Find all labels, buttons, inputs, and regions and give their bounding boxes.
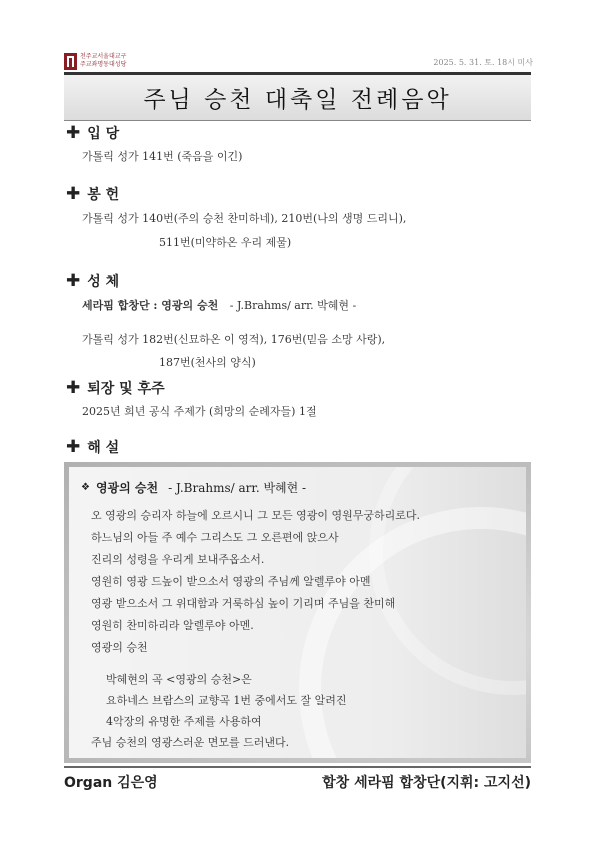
page-title: 주님 승천 대축일 전례음악 bbox=[143, 87, 452, 113]
lyric-line: 영광의 승천 bbox=[91, 641, 148, 654]
section-recessional-title: 퇴장 및 후주 bbox=[87, 381, 165, 397]
recessional-line-1: 2025년 희년 공식 주제가 (희망의 순례자들) 1절 bbox=[82, 405, 317, 418]
section-entrance-heading bbox=[66, 123, 119, 143]
organist-credit: Organ 김은영 bbox=[64, 775, 158, 791]
communion-line-2: 187번(천사의 양식) bbox=[159, 356, 256, 369]
note-line: 요하네스 브람스의 교향곡 1번 중에서도 잘 알려진 bbox=[106, 694, 347, 707]
commentary-piece-heading bbox=[81, 479, 306, 496]
note-line: 박혜현의 곡 <영광의 승천>은 bbox=[106, 673, 252, 686]
lyric-line: 영광 받으소서 그 위대함과 거룩하심 높이 기리며 주님을 찬미해 bbox=[91, 597, 396, 610]
section-communion-heading bbox=[66, 271, 119, 291]
mass-date: 2025. 5. 31. 토. 18시 미사 bbox=[433, 58, 533, 67]
logo-line-1: 천주교서울대교구 bbox=[80, 53, 127, 60]
lyric-line: 영원히 영광 드높이 받으소서 영광의 주님께 알렐루야 아멘 bbox=[91, 575, 371, 588]
title-banner bbox=[64, 72, 531, 121]
plus-icon: ✚ bbox=[66, 270, 81, 291]
plus-icon: ✚ bbox=[66, 183, 81, 204]
logo-text bbox=[80, 53, 126, 69]
footer-divider bbox=[64, 766, 531, 768]
section-commentary-heading bbox=[66, 437, 119, 457]
section-commentary-title: 해 설 bbox=[87, 440, 120, 456]
offertory-line-2: 511번(미약하온 우리 제물) bbox=[159, 236, 292, 249]
choir-piece-composer: - J.Brahms/ arr. 박혜현 - bbox=[229, 299, 357, 312]
plus-icon: ✚ bbox=[66, 122, 81, 143]
section-offertory-title: 봉 헌 bbox=[87, 187, 120, 203]
section-communion-title: 성 체 bbox=[87, 274, 120, 290]
cathedral-logo bbox=[64, 51, 144, 71]
section-offertory-heading bbox=[66, 184, 119, 204]
lyric-line: 오 영광의 승리자 하늘에 오르시니 그 모든 영광이 영원무궁하리로다. bbox=[91, 509, 420, 522]
note-line: 주님 승천의 영광스러운 면모를 드러낸다. bbox=[91, 736, 290, 749]
lyric-line: 영원히 찬미하리라 알렐루야 아멘. bbox=[91, 619, 254, 632]
lyric-line: 진리의 성령을 우리게 보내주옵소서. bbox=[91, 553, 265, 566]
note-line: 4악장의 유명한 주제를 사용하여 bbox=[106, 715, 262, 728]
cathedral-logo-icon bbox=[64, 53, 77, 70]
section-entrance-title: 입 당 bbox=[87, 126, 120, 142]
communion-line-1: 가톨릭 성가 182번(신묘하온 이 영적), 176번(믿음 소망 사랑), bbox=[82, 333, 386, 346]
lyric-line: 하느님의 아들 주 예수 그리스도 그 오른편에 앉으사 bbox=[91, 531, 339, 544]
logo-line-2: 주교좌명동대성당 bbox=[80, 61, 127, 68]
choir-credit: 합창 세라핌 합창단(지휘: 고지선) bbox=[322, 775, 531, 791]
diamond-bullet-icon: ❖ bbox=[81, 482, 90, 493]
commentary-panel bbox=[64, 462, 531, 763]
entrance-line-1: 가톨릭 성가 141번 (죽음을 이긴) bbox=[82, 150, 243, 163]
communion-choir-line bbox=[82, 297, 356, 313]
plus-icon: ✚ bbox=[66, 436, 81, 457]
section-recessional-heading bbox=[66, 378, 165, 398]
plus-icon: ✚ bbox=[66, 377, 81, 398]
commentary-piece-composer: - J.Brahms/ arr. 박혜현 - bbox=[168, 481, 307, 495]
commentary-panel-inner bbox=[69, 467, 526, 758]
choir-piece-label: 세라핌 합창단 : 영광의 승천 bbox=[82, 299, 219, 312]
commentary-piece-title: 영광의 승천 bbox=[95, 481, 159, 495]
offertory-line-1: 가톨릭 성가 140번(주의 승천 찬미하네), 210번(나의 생명 드리니), bbox=[82, 212, 407, 225]
